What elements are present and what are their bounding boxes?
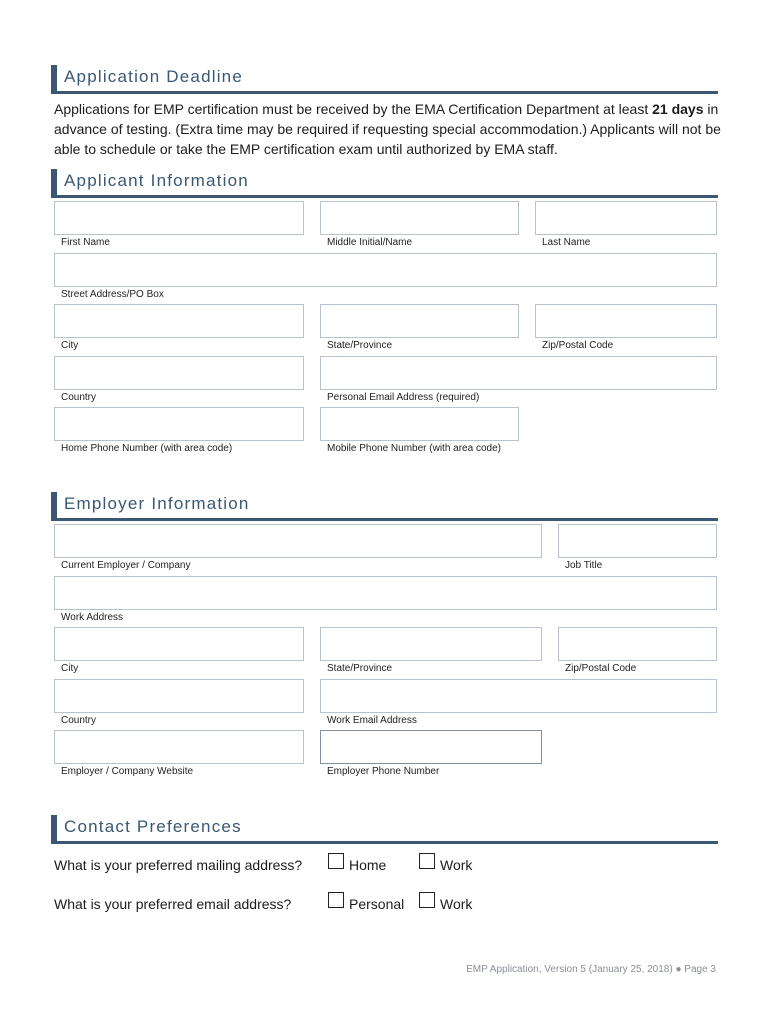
email-work-checkbox[interactable] bbox=[419, 892, 435, 908]
email-personal-label: Personal bbox=[349, 896, 405, 912]
last-name-label: Last Name bbox=[542, 237, 591, 248]
work-city-field[interactable] bbox=[54, 627, 304, 661]
work-country-field[interactable] bbox=[54, 679, 304, 713]
deadline-text-after: in advance of testing. (Extra time may be required if requesting special accommodation.) Applicants will not be able to schedule or take the EMP certification exam until authorized by EMA staff. bbox=[54, 101, 721, 157]
zip-label: Zip/Postal Code bbox=[542, 340, 614, 351]
deadline-days: 21 days bbox=[652, 101, 704, 117]
section-title-applicant: Applicant Information bbox=[64, 171, 249, 190]
employer-company-label: Current Employer / Company bbox=[61, 560, 191, 571]
first-name-field[interactable] bbox=[54, 201, 304, 235]
mailing-home-label: Home bbox=[349, 857, 387, 873]
mailing-question: What is your preferred mailing address? bbox=[54, 857, 303, 873]
work-email-label: Work Email Address bbox=[327, 715, 417, 726]
work-zip-label: Zip/Postal Code bbox=[565, 663, 637, 674]
mobile-phone-label: Mobile Phone Number (with area code) bbox=[327, 443, 501, 454]
section-bar bbox=[51, 815, 57, 841]
middle-name-label: Middle Initial/Name bbox=[327, 237, 413, 248]
work-state-label: State/Province bbox=[327, 663, 393, 674]
email-personal-checkbox[interactable] bbox=[328, 892, 344, 908]
work-address-field[interactable] bbox=[54, 576, 717, 610]
employer-website-field[interactable] bbox=[54, 730, 304, 764]
deadline-text-before: Applications for EMP certification must be received by the EMA Certification Department at least bbox=[54, 101, 653, 117]
mailing-home-checkbox[interactable] bbox=[328, 853, 344, 869]
state-field[interactable] bbox=[320, 304, 519, 338]
section-bar bbox=[51, 65, 57, 91]
job-title-label: Job Title bbox=[565, 560, 603, 571]
employer-website-label: Employer / Company Website bbox=[61, 766, 194, 777]
country-label: Country bbox=[61, 392, 97, 403]
personal-email-label: Personal Email Address (required) bbox=[327, 392, 480, 403]
first-name-label: First Name bbox=[61, 237, 110, 248]
section-header-contact bbox=[51, 815, 718, 844]
work-zip-field[interactable] bbox=[558, 627, 717, 661]
section-header-employer bbox=[51, 492, 718, 521]
zip-field[interactable] bbox=[535, 304, 717, 338]
page-footer: EMP Application, Version 5 (January 25, 2018) ● Page 3 bbox=[466, 964, 716, 975]
middle-name-field[interactable] bbox=[320, 201, 519, 235]
country-field[interactable] bbox=[54, 356, 304, 390]
city-field[interactable] bbox=[54, 304, 304, 338]
deadline-paragraph bbox=[54, 99, 722, 159]
employer-phone-field[interactable] bbox=[320, 730, 542, 764]
work-address-label: Work Address bbox=[61, 612, 124, 623]
job-title-field[interactable] bbox=[558, 524, 717, 558]
state-label: State/Province bbox=[327, 340, 393, 351]
employer-phone-label: Employer Phone Number bbox=[327, 766, 440, 777]
employer-company-field[interactable] bbox=[54, 524, 542, 558]
section-header-applicant bbox=[51, 169, 718, 198]
work-state-field[interactable] bbox=[320, 627, 542, 661]
mobile-phone-field[interactable] bbox=[320, 407, 519, 441]
street-address-field[interactable] bbox=[54, 253, 717, 287]
street-address-label: Street Address/PO Box bbox=[61, 289, 164, 300]
section-title-contact: Contact Preferences bbox=[64, 817, 242, 836]
mailing-work-checkbox[interactable] bbox=[419, 853, 435, 869]
last-name-field[interactable] bbox=[535, 201, 717, 235]
work-city-label: City bbox=[61, 663, 79, 674]
email-question: What is your preferred email address? bbox=[54, 896, 292, 912]
section-bar bbox=[51, 169, 57, 195]
section-title-deadline: Application Deadline bbox=[64, 67, 243, 86]
home-phone-field[interactable] bbox=[54, 407, 304, 441]
work-email-field[interactable] bbox=[320, 679, 717, 713]
work-country-label: Country bbox=[61, 715, 97, 726]
city-label: City bbox=[61, 340, 79, 351]
personal-email-field[interactable] bbox=[320, 356, 717, 390]
mailing-work-label: Work bbox=[440, 857, 473, 873]
home-phone-label: Home Phone Number (with area code) bbox=[61, 443, 233, 454]
section-bar bbox=[51, 492, 57, 518]
section-title-employer: Employer Information bbox=[64, 494, 250, 513]
section-header-deadline bbox=[51, 65, 718, 94]
email-work-label: Work bbox=[440, 896, 473, 912]
